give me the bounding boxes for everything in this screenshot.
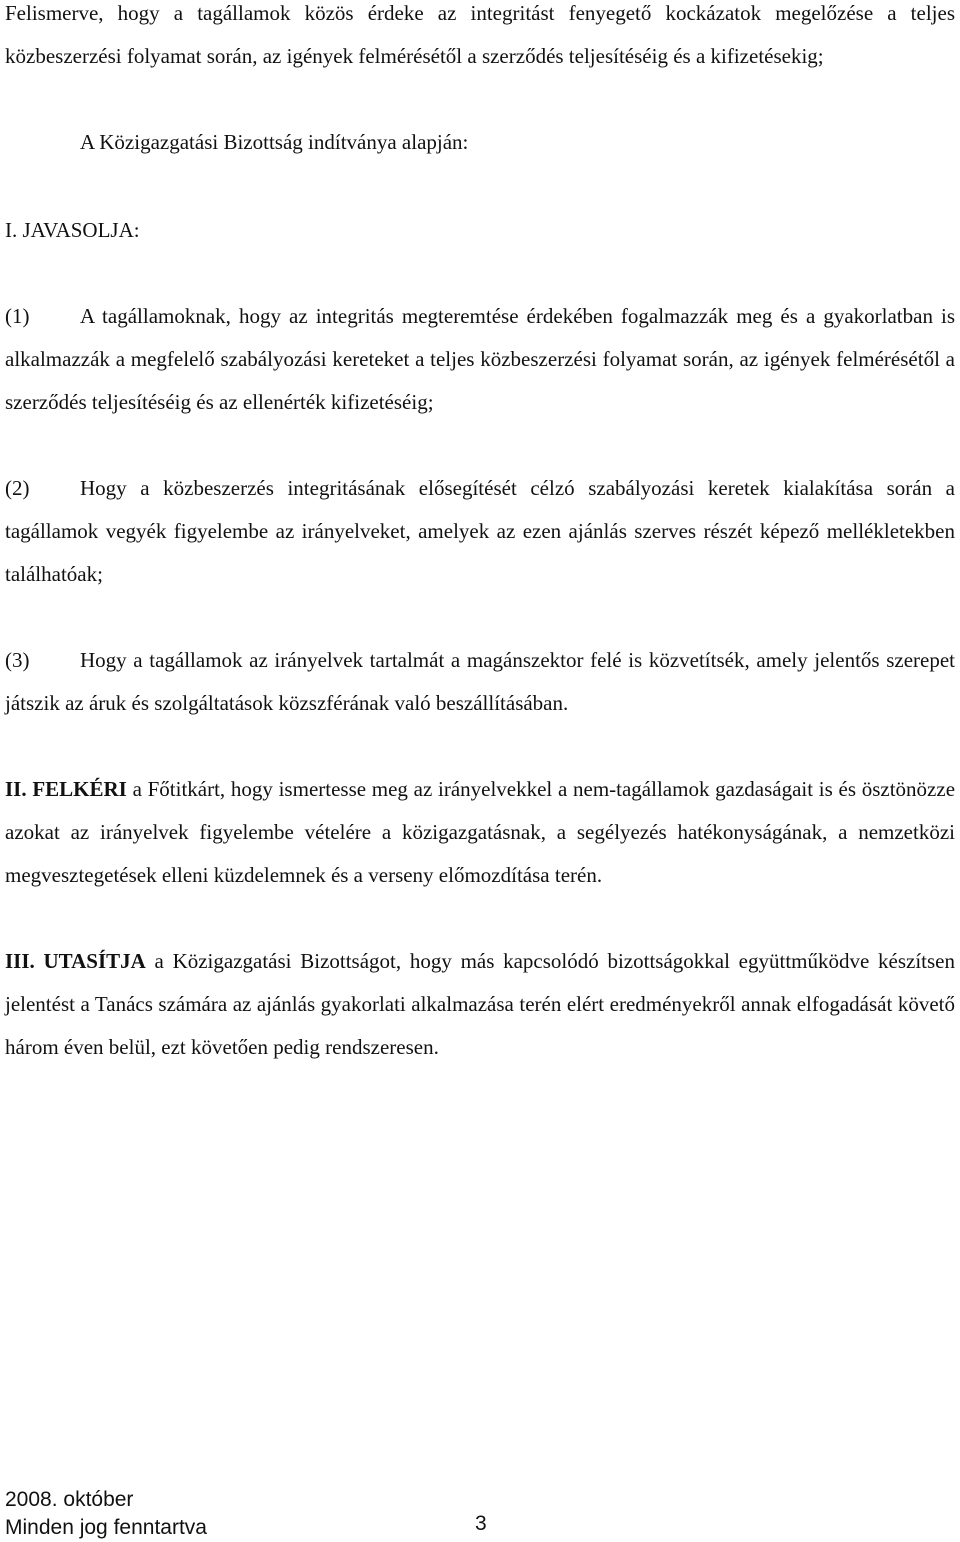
section-two-text: a Főtitkárt, hogy ismertesse meg az irányelvekkel a nem-tagállamok gazdaságait is és ösztönözze azokat az irányelvek figyelembe vételére a közigazgatásnak, a segélyezés hatékonyságának, a nemzetközi megvesztegetések elleni küzdelemnek és a verseny előmozdítása terén. xyxy=(5,777,956,887)
item-text: Hogy a tagállamok az irányelvek tartalmát a magánszektor felé is közvetítsék, amely jelentős szerepet játszik az áruk és szolgáltatások közszférának való beszállításában. xyxy=(5,648,955,715)
recommendation-item-2 xyxy=(5,467,955,596)
recommendation-item-3 xyxy=(5,639,955,725)
item-number: (3) xyxy=(5,648,30,672)
intro-paragraph: Felismerve, hogy a tagállamok közös érdeke az integritást fenyegető kockázatok megelőzése a teljes közbeszerzési folyamat során, az igények felmérésétől a szerződés teljesítéséig és a kifizetésekig; xyxy=(5,1,955,68)
recommendation-item-1 xyxy=(5,295,955,424)
page-footer xyxy=(5,1486,955,1542)
section-two-numeral: II. xyxy=(5,777,27,801)
item-text: Hogy a közbeszerzés integritásának elősegítését célzó szabályozási keretek kialakítása során a tagállamok vegyék figyelembe az irányelveket, amelyek az ezen ajánlás szerves részét képező mellékletekben találhatóak; xyxy=(5,476,955,586)
basis-line: A Közigazgatási Bizottság indítványa alapján: xyxy=(80,130,469,154)
section-two-paragraph xyxy=(5,768,955,897)
footer-date: 2008. október xyxy=(5,1488,134,1511)
section-three-numeral: III. xyxy=(5,949,35,973)
item-number: (2) xyxy=(5,476,30,500)
item-number: (1) xyxy=(5,304,30,328)
section-three-text: a Közigazgatási Bizottságot, hogy más kapcsolódó bizottságokkal együttműködve készítsen jelentést a Tanács számára az ajánlás gyakorlati alkalmazása terén elért eredményekről annak elfogadását követő három éven belül, ezt követően pedig rendszeresen. xyxy=(5,949,956,1059)
document-body xyxy=(5,0,955,1069)
item-text: A tagállamoknak, hogy az integritás megteremtése érdekében fogalmazzák meg és a gyakorlatban is alkalmazzák a megfelelő szabályozási kereteket a teljes közbeszerzési folyamat során, az igények felmérésétől a szerződés teljesítéséig és az ellenérték kifizetéséig; xyxy=(5,304,955,414)
section-one-heading: I. JAVASOLJA: xyxy=(5,218,140,242)
page-number: 3 xyxy=(475,1512,487,1535)
section-two-verb: FELKÉRI xyxy=(32,777,127,801)
section-three-verb: UTASÍTJA xyxy=(43,949,146,973)
section-three-paragraph xyxy=(5,940,955,1069)
footer-rights: Minden jog fenntartva xyxy=(5,1516,207,1539)
